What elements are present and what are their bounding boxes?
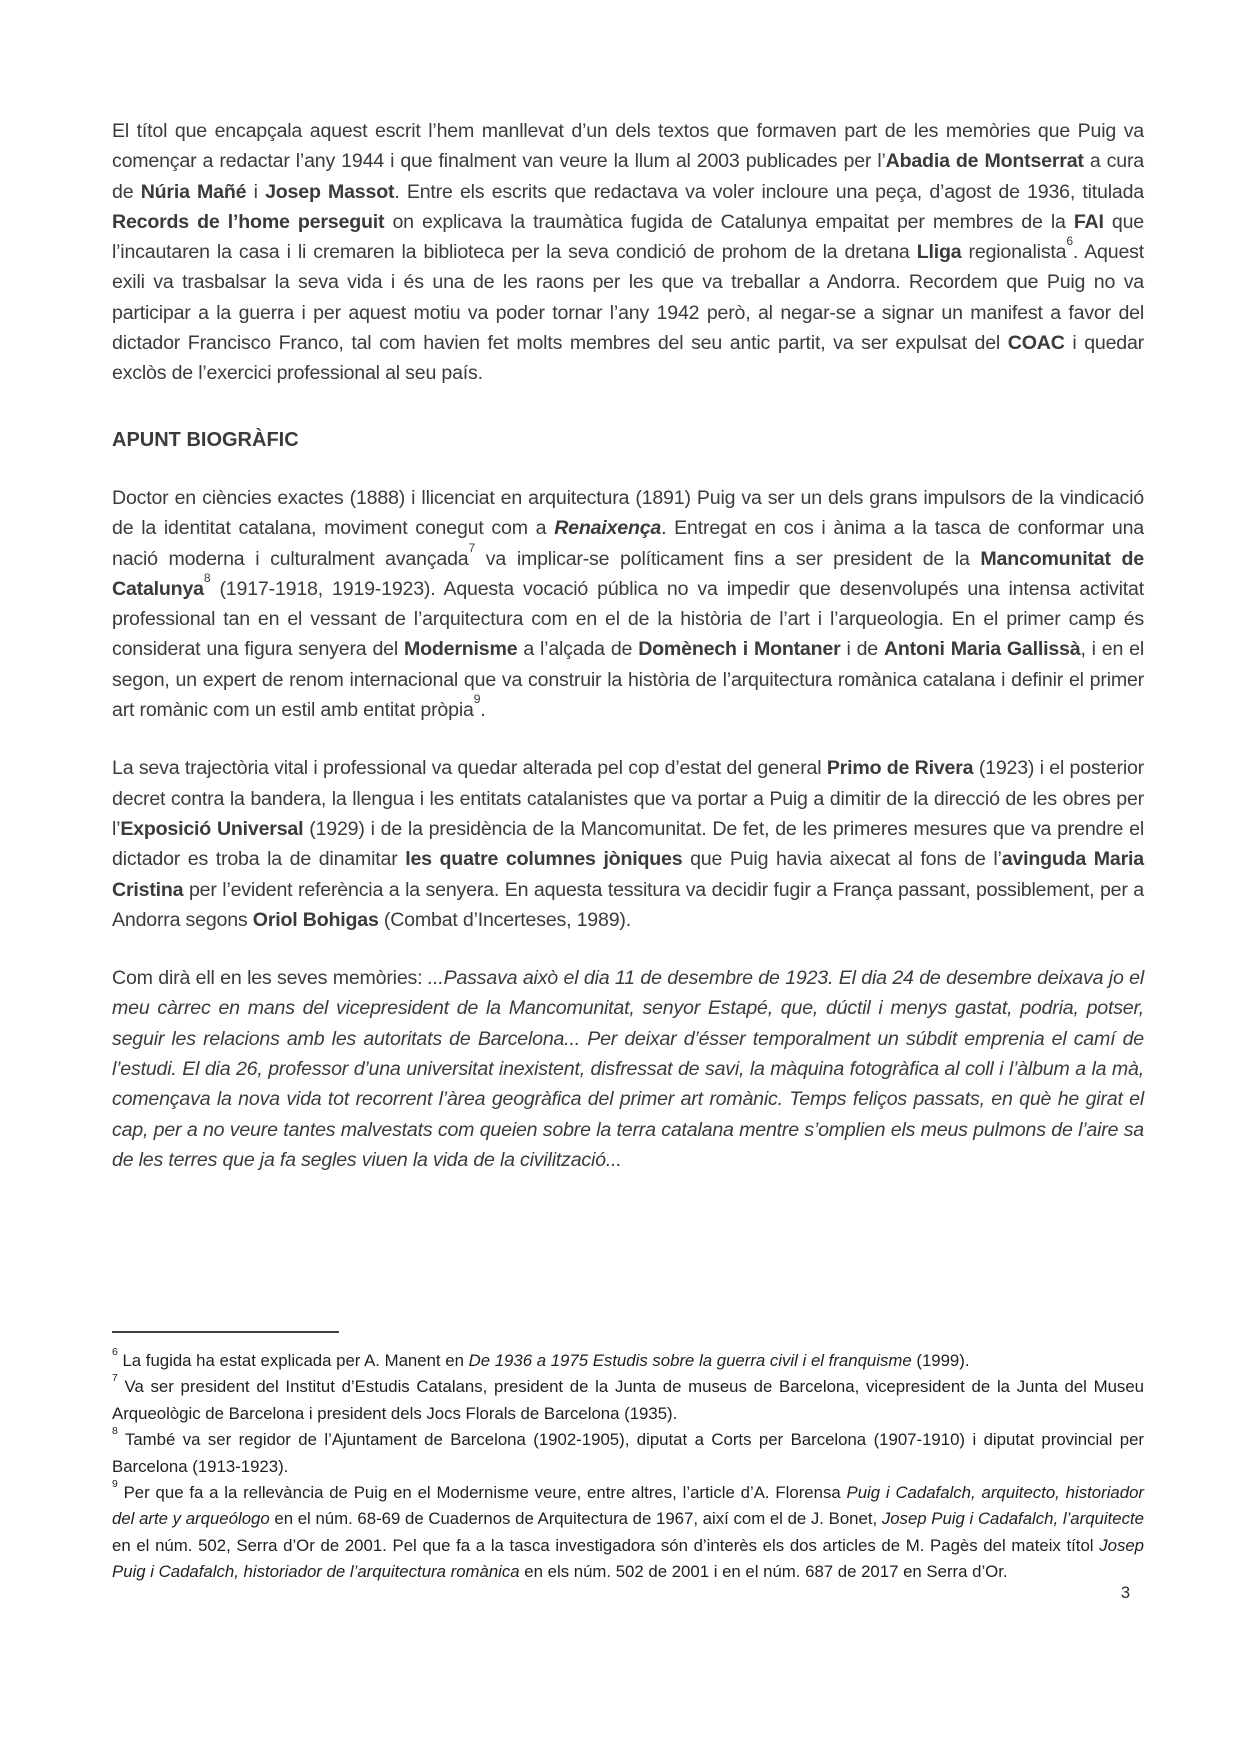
biography-paragraph: Doctor en ciències exactes (1888) i llicenciat en arquitectura (1891) Puig va ser un dels grans impulsors de la vindicació de la identitat catalana, moviment conegut com a Renaixença. Entregat en cos i ànima a la tasca de conformar una nació moderna i culturalment avançada$^7$ va implicar-se políticament fins a ser president de la Mancomunitat de Catalunya$^8$ (1917-1918, 1919-1923). Aquesta vocació pública no va impedir que desenvolupés una intensa activitat professional tan en el vessant de l’arquitectura com en el de la història de l’art i l’arqueologia. En el primer camp és considerat una figura senyera del Modernisme a l’alçada de Domènech i Montaner i de Antoni Maria Gallissà, i en el segon, un expert de renom internacional que va construir la història de l’arquitectura romànica catalana i definir el primer art romànic com un estil amb entitat pròpia$^9$.	[112, 486, 1144, 722]
document-body	[112, 116, 1144, 1203]
trajectory-paragraph: La seva trajectòria vital i professional va quedar alterada pel cop d’estat del general Primo de Rivera (1923) i el posterior decret contra la bandera, la llengua i les entitats catalanistes que va portar a Puig a dimitir de la direcció de les obres per l’Exposició Universal (1929) i de la presidència de la Mancomunitat. De fet, de les primeres mesures que va prendre el dictador es troba la de dinamitar les quatre columnes jòniques que Puig havia aixecat al fons de l’avinguda Maria Cristina per l’evident referència a la senyera. En aquesta tessitura va decidir fugir a França passant, possiblement, per a Andorra segons Oriol Bohigas (Combat d’Incerteses, 1989).	[112, 757, 1144, 931]
footnote-region	[112, 1331, 1144, 1586]
footnote-9-marker: 9	[112, 1478, 118, 1490]
footnote-6-marker: 6	[112, 1346, 118, 1358]
footnote-9: $^9$ Per que fa a la rellevància de Puig en el Modernisme veure, entre altres, l’article d’A. Florensa Puig i Cadafalch, arquitecto, historiador del arte y arqueólogo en el núm. 68-69 de Cuadernos de Arquitectura de 1967, així com el de J. Bonet, Josep Puig i Cadafalch, l’arquitecte en el núm. 502, Serra d’Or de 2001. Pel que fa a la tasca investigadora són d’interès els dos articles de M. Pagès del mateix títol Josep Puig i Cadafalch, historiador de l’arquitectura romànica en els núm. 502 de 2001 i en el núm. 687 de 2017 en Serra d’Or.	[112, 1478, 1145, 1582]
footnote-7: $^7$ Va ser president del Institut d’Estudis Catalans, president de la Junta de museus de Barcelona, vicepresident de la Junta del Museu Arqueològic de Barcelona i president dels Jocs Florals de Barcelona (1935).	[112, 1373, 1144, 1423]
memoir-quote-paragraph: Com dirà ell en les seves memòries: ...Passava això el dia 11 de desembre de 1923. El dia 24 de desembre deixava jo el meu càrrec en mans del vicepresident de la Mancomunitat, senyor Estapé, que, dúctil i menys gastat, podria, potser, seguir les relacions amb les autoritats de Barcelona... Per deixar d’ésser temporalment un súbdit emprenia el camí de l’estudi. El dia 26, professor d’una universitat inexistent, disfressat de savi, la màquina fotogràfica al coll i l’àlbum a la mà, començava la nova vida tot recorrent l’àrea geogràfica del primer art romànic. Temps feliços passats, en què he girat el cap, per a no veure tantes malvestats com queien sobre la terra catalana mentre s’omplien els meus pulmons de l’aire sa de les terres que ja fa segles viuen la vida de la civilització...	[112, 967, 1145, 1171]
intro-paragraph: El títol que encapçala aquest escrit l’hem manllevat d’un dels textos que formaven part de les memòries que Puig va començar a redactar l’any 1944 i que finalment van veure la llum al 2003 publicades per l’Abadia de Montserrat a cura de Núria Mañé i Josep Massot. Entre els escrits que redactava va voler incloure una peça, d’agost de 1936, titulada Records de l’home perseguit on explicava la traumàtica fugida de Catalunya empaitat per membres de la FAI que l’incautaren la casa i li cremaren la biblioteca per la seva condició de prohom de la dretana Lliga regionalista$^6$. Aquest exili va trasbalsar la seva vida i és una de les raons per les que va treballar a Andorra. Recordem que Puig no va participar a la guerra i per aquest motiu va poder tornar l’any 1942 però, al negar-se a signar un manifest a favor del dictador Francisco Franco, tal com havien fet molts membres del seu antic partit, va ser expulsat del COAC i quedar exclòs de l’exercici professional al seu país.	[112, 120, 1145, 385]
footnote-8: $^8$ També va ser regidor de l’Ajuntament de Barcelona (1902-1905), diputat a Corts per Barcelona (1907-1910) i diputat provincial per Barcelona (1913-1923).	[112, 1425, 1144, 1476]
section-heading: APUNT BIOGRÀFIC	[112, 428, 299, 451]
footnote-separator	[112, 1331, 339, 1333]
footnote-8-marker: 8	[112, 1425, 118, 1437]
footnotes-list	[112, 1348, 1144, 1586]
footnote-7-marker: 7	[112, 1373, 118, 1385]
footnote-6: $^6$ La fugida ha estat explicada per A. Manent en De 1936 a 1975 Estudis sobre la guerra civil i el franquisme (1999).	[112, 1346, 970, 1370]
page-number: 3	[1120, 1584, 1130, 1602]
